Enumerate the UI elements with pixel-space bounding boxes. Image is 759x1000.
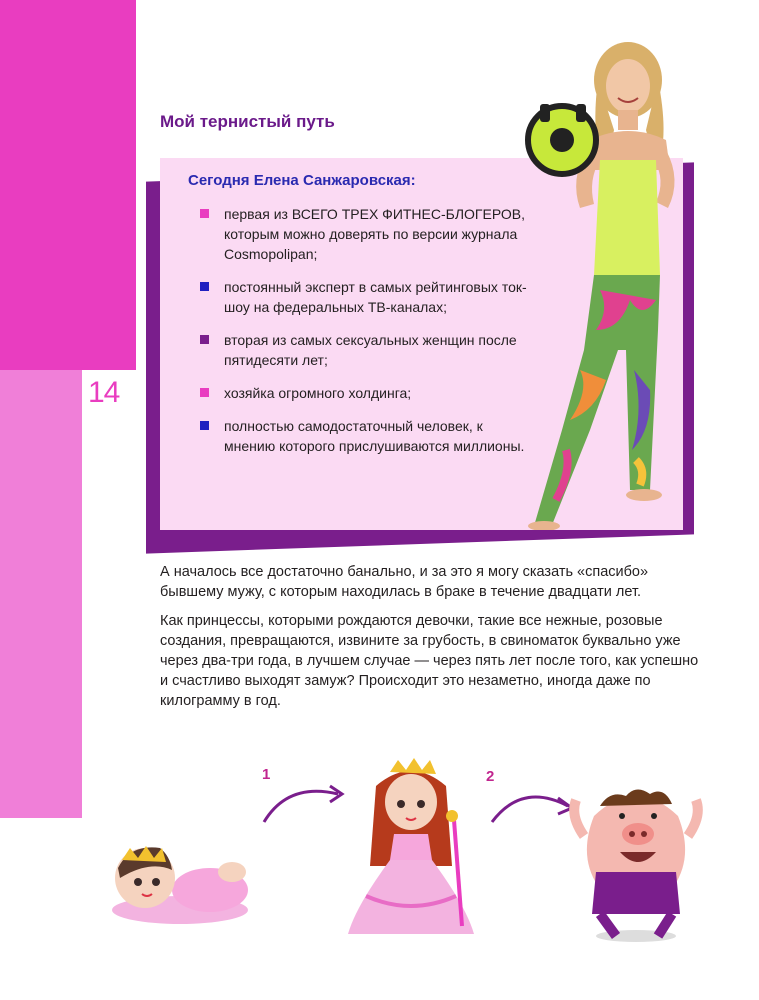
bullet-text: полностью самодостаточный человек, к мнению которого прислушиваются миллионы.: [224, 418, 525, 454]
bullet-text: хозяйка огромного холдинга;: [224, 385, 412, 401]
page-number: 14: [88, 376, 120, 409]
bullet-list: [200, 204, 530, 469]
side-bar-accent: [0, 0, 136, 370]
bullet-square-icon: [200, 335, 209, 344]
arrow-2-icon: [486, 782, 578, 828]
info-box-heading: Сегодня Елена Санжаровская:: [188, 172, 416, 189]
step-number-2: 2: [486, 768, 495, 785]
paragraph: А началось все достаточно банально, и за это я могу сказать «спасибо» бывшему мужу, с которым находилась в браке в течение двадцати лет.: [160, 564, 649, 600]
body-text: [160, 562, 700, 720]
bullet-text: первая из ВСЕГО ТРЕХ ФИТНЕС-БЛОГЕРОВ, которым можно доверять по версии журнала Cosmopolipan;: [224, 206, 525, 262]
bullet-item: [200, 416, 530, 456]
step-number-1: 1: [262, 766, 271, 783]
bullet-square-icon: [200, 421, 209, 430]
bullet-square-icon: [200, 282, 209, 291]
bullet-item: [200, 383, 530, 403]
bullet-item: [200, 330, 530, 370]
bullet-square-icon: [200, 388, 209, 397]
princess-illustration: [336, 756, 486, 946]
arrow-1-icon: [258, 782, 348, 828]
baby-illustration: [100, 820, 250, 930]
bullet-item: [200, 277, 530, 317]
bullet-text: вторая из самых сексуальных женщин после пятидесяти лет;: [224, 332, 517, 368]
bullet-text: постоянный эксперт в самых рейтинговых ток-шоу на федеральных ТВ-каналах;: [224, 279, 527, 315]
fitness-woman-photo: [510, 30, 710, 530]
pig-illustration: [566, 776, 706, 946]
chapter-title: Мой тернистый путь: [160, 112, 335, 131]
bullet-item: [200, 204, 530, 264]
bullet-square-icon: [200, 209, 209, 218]
paragraph: Как принцессы, которыми рождаются девочки, такие все нежные, розовые создания, превращаются, извините за грубость, в свиноматок буквально уже через два-три года, в лучшем случае — через пять лет после того, как успешно и счастливо выходят замуж? Происходит это незаметно, иногда даже по килограмму в год.: [160, 613, 699, 709]
